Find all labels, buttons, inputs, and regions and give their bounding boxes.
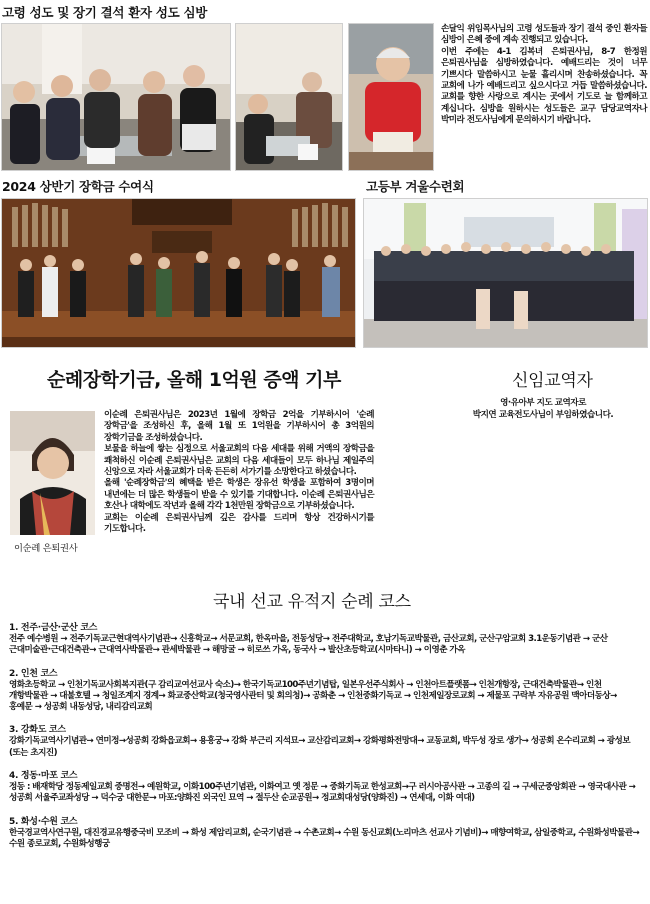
- course-name: 3. 강화도 코스: [9, 725, 66, 736]
- photo-visit-couple: [235, 23, 343, 171]
- donation-paragraph: 교회는 이순례 은퇴권사님께 깊은 감사를 드리며 항상 건강하시기를 기도합니다.: [104, 512, 374, 535]
- course-ganghwa: [9, 722, 640, 759]
- donation-text: [104, 410, 374, 535]
- donation-paragraph: 보물을 하늘에 쌓는 심정으로 서울교회의 다음 세대를 위해 거액의 장학금을 쾌척하신 이순례 은퇴권사님은 교회의 다음 세대들이 모두 하나님 제일주의 신앙으로 자라 서울교회가 더욱 든든히 서가기를 소망한다고 하셨습니다.: [104, 444, 374, 478]
- heading-elderly-visit: 고령 성도 및 장기 결석 환자 성도 심방: [2, 5, 207, 20]
- new-staff-line: 박지연 교육전도사님이 부임하였습니다.: [472, 410, 614, 420]
- pilgrimage-course-list: [9, 620, 640, 859]
- course-name: 4. 정동·마포 코스: [9, 771, 78, 782]
- heading-youth-retreat: 고등부 겨울수련회: [366, 179, 465, 194]
- photo-scholarship-ceremony: [1, 198, 356, 348]
- heading-scholarship-ceremony: 2024 상반기 장학금 수여식: [2, 179, 154, 194]
- course-name: 5. 화성·수원 코스: [9, 816, 78, 827]
- elderly-visit-paragraph: 이번 주에는 4-1 김복녀 은퇴권사님, 8-7 한정원 은퇴권사님을 심방하였습니다. 예배드리는 것이 너무 기쁘시다 말씀하시고 눈물 흘리시며 찬송하셨습니다. 꼭 교회에 나가 예배드리고 싶으시다고 거듭 말씀하셨습니다. 교회를 향한 사랑으로 계시는 곳에서 기도로 늘 함께하고 계십니다. 심방을 원하시는 성도들은 교구 담당교역자나 박미라 전도사님에게 문의하시기 바랍니다.: [441, 46, 647, 126]
- course-route: 정동 : 배재학당 정동제일교회 중명전→ 예원학교, 이화100주년기념관, 이화여고 옛 정문 → 중화기독교 한성교회→구 러시아공사관 → 고종의 길 → 구세군중앙회관 → 영국대사관 → 성공회 서울주교좌성당 → 덕수궁 대한문→ 마포:양화진 외국인 묘역 → 절두산 순교공원→ 정교회대성당(양화진) → 연세대, 이화 여대): [9, 782, 636, 804]
- new-staff-title: 신임교역자: [512, 371, 593, 391]
- course-jeongdong-mapo: [9, 768, 640, 805]
- donation-title: 순례장학기금, 올해 1억원 증액 기부: [47, 369, 341, 391]
- photo-visit-man-red: [348, 23, 434, 171]
- photo-youth-retreat: [363, 198, 648, 348]
- donation-paragraph: 이순례 은퇴권사님은 2023년 1월에 장학금 2억을 기부하시어 '순례 장학금'을 조성하신 후, 올해 1월 또 1억원을 기부하시어 총 3억원의 장학기금을 조성하셨습니다.: [104, 410, 374, 443]
- pilgrimage-title: 국내 선교 유적지 순례 코스: [213, 592, 411, 612]
- donation-paragraph: 올해 '순례장학금'의 혜택을 받은 학생은 장유선 학생을 포함하여 3명이며 내년에는 더 많은 학생들이 받을 수 있기를 기대합니다. 이순례 은퇴권사님은 호산나 대학에도 작년과 올해 각각 1천만원 장학금으로 기부하셨습니다.: [104, 478, 374, 512]
- course-incheon: [9, 666, 640, 714]
- course-route: 강화기독교역사기념관→ 연미정→성공회 강화읍교회→ 용흥궁→ 강화 부근리 지석묘→ 교산감리교회→ 강화평화전망대→ 교동교회, 박두성 장로 생가→ 성공회 온수리교회 → 광성보(또는 초지진): [9, 736, 630, 758]
- photo-visit-group: [1, 23, 231, 171]
- photo-donor-portrait: [10, 411, 95, 535]
- course-route: 전주 예수병원 → 전주기독교근현대역사기념관→ 신흥학교→ 서문교회, 한옥마을, 전동성당→ 전주대학교, 호남기독교박물관, 금산교회, 군산구암교회 3.1운동기념관 → 군산 근대미술관·근대건축관→ 근대역사박물관→ 관세박물관 → 해망굴 → 히로쓰 가옥, 동국사 → 발산초등학교(시마타니) → 이영춘 가옥: [9, 634, 608, 656]
- course-hwaseong-suwon: [9, 814, 640, 851]
- elderly-visit-text: [441, 24, 647, 127]
- course-name: 1. 전주·금산·군산 코스: [9, 623, 98, 633]
- course-route: 영화초등학교 → 인천기독교사회복지관(구 감리교여선교사 숙소)→ 한국기독교100주년기념탑, 일본우선주식회사 → 인천아트플랫폼→ 인천개항장, 근대건축박물관→ 인천 개항박물관 → 대불호텔 → 청일조계지 경계→ 화교중산학교(청국영사관터 및 회의청)→ 공화춘 → 인천중화기독교 → 인천제일장로교회 → 제물포 구락부 자유공원 맥아더동상→ 홍예문 → 성공회 내동성당, 내리감리교회: [9, 679, 617, 713]
- new-staff-line: 영·유아부 지도 교역자로: [500, 398, 586, 408]
- donor-photo-caption: 이순례 은퇴권사: [14, 543, 78, 554]
- course-route: 한국경교역사연구원, 대진경교유행중국비 모조비 → 화성 제암리교회, 순국기념관 → 수촌교회→ 수원 동신교회(노리마츠 선교사 기념비)→ 매향여학교, 삼일중학교, 수원화성박물관→ 수원 종로교회, 수원화성행궁: [9, 827, 640, 849]
- new-staff-text: [438, 397, 648, 421]
- course-jeonju: [9, 620, 640, 657]
- course-name: 2. 인천 코스: [9, 668, 58, 679]
- elderly-visit-paragraph: 손달익 위임목사님의 고령 성도들과 장기 결석 중인 환자들 심방이 은혜 중에 계속 진행되고 있습니다.: [441, 24, 647, 46]
